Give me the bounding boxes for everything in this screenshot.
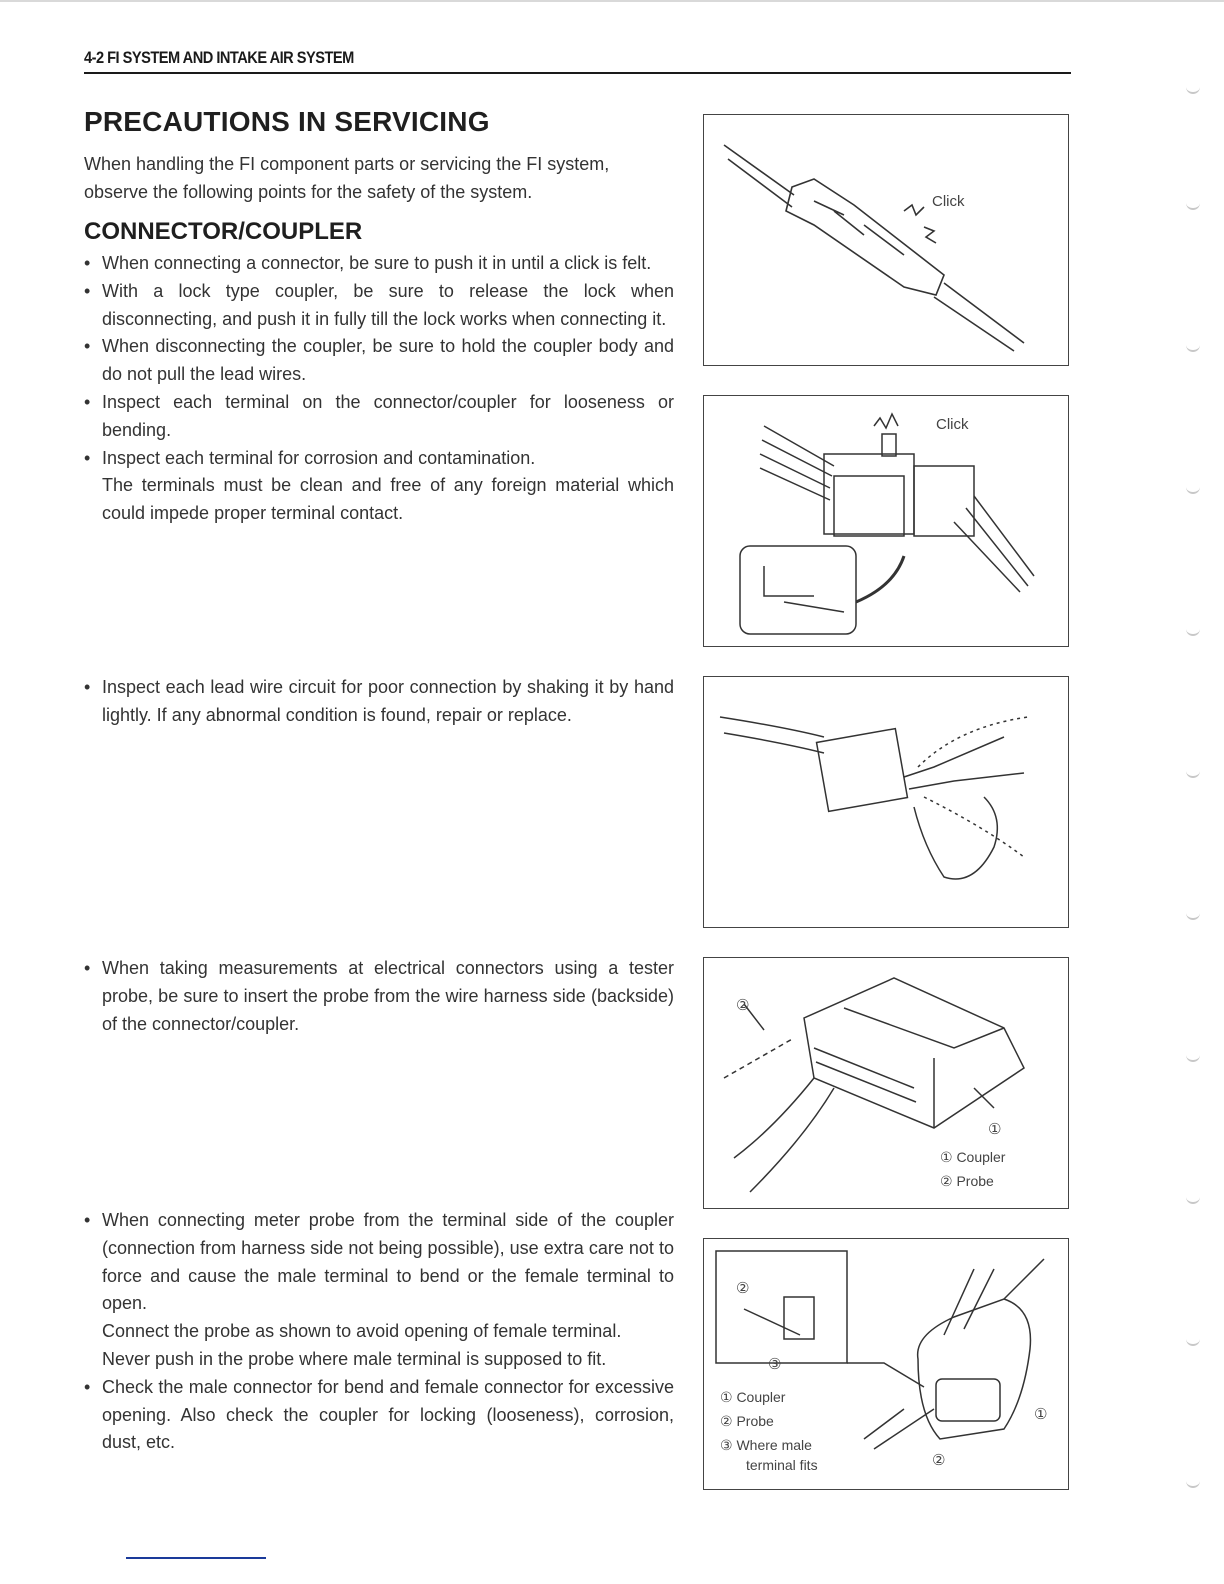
bullet-item: • When disconnecting the coupler, be sure to hold the coupler body and do not pull the lead wires. — [84, 336, 674, 385]
header-rule — [84, 72, 1071, 74]
binding-mark — [1186, 84, 1200, 94]
shake-wire-illustration — [704, 677, 1070, 929]
legend-probe: ② Probe — [940, 1173, 994, 1189]
bullet-extra: Connect the probe as shown to avoid opening of female terminal. — [102, 1321, 622, 1342]
callout-probe: ② — [932, 1452, 946, 1469]
figure-legend — [940, 1145, 1005, 1193]
page-title: PRECAUTIONS IN SERVICING — [84, 106, 490, 137]
footer-rule — [126, 1557, 266, 1559]
section-subtitle: CONNECTOR/COUPLER — [84, 218, 363, 245]
figure-legend — [720, 1385, 818, 1473]
connector-illustration — [704, 115, 1070, 367]
binding-mark — [1186, 342, 1200, 352]
bullet-block-connector — [84, 250, 674, 528]
callout-coupler: ① — [988, 1121, 1002, 1138]
legend-coupler: ① Coupler — [720, 1389, 786, 1405]
bullet-extra: The terminals must be clean and free of any foreign material which could impede proper terminal contact. — [102, 475, 674, 524]
binding-mark — [1186, 200, 1200, 210]
click-label: Click — [936, 416, 969, 433]
inset-callout-probe: ② — [736, 1280, 750, 1297]
inset-callout-male-terminal: ③ — [768, 1356, 782, 1373]
figure-shake-wire — [703, 676, 1069, 928]
legend-probe: ② Probe — [720, 1413, 774, 1429]
legend-male-terminal: ③ Where male — [720, 1437, 812, 1453]
bullet-block-tester — [84, 955, 674, 1038]
binding-mark — [1186, 626, 1200, 636]
lock-coupler-illustration — [704, 396, 1070, 648]
bullet-block-lead-wire — [84, 674, 674, 730]
bullet-item: • With a lock type coupler, be sure to release the lock when disconnecting, and push it in fully till the lock works when connecting it. — [84, 280, 674, 329]
binding-mark — [1186, 1478, 1200, 1488]
bullet-item: • When connecting meter probe from the terminal side of the coupler (connection from harness side not being possible), use extra care not to force and cause the male terminal to bend or the female terminal to open. Connect the probe as shown to avoid opening of female terminal. Never push in the probe where male terminal is supposed to fit. — [84, 1207, 674, 1374]
bullet-item: • When taking measurements at electrical connectors using a tester probe, be sure to insert the probe from the wire harness side (backside) of the connector/coupler. — [84, 958, 674, 1034]
section-header: 4-2 FI SYSTEM AND INTAKE AIR SYSTEM — [84, 48, 354, 67]
probe-backside-illustration — [704, 958, 1070, 1210]
bullet-item: • Inspect each terminal on the connector/coupler for looseness or bending. — [84, 391, 674, 440]
intro-paragraph: When handling the FI component parts or servicing the FI system, observe the following points for the safety of the system. — [84, 154, 610, 202]
bullet-extra: Never push in the probe where male terminal is supposed to fit. — [102, 1348, 607, 1369]
top-edge-rule — [0, 0, 1224, 2]
bullet-item: • Inspect each lead wire circuit for poor connection by shaking it by hand lightly. If any abnormal condition is found, repair or replace. — [84, 677, 674, 725]
bullet-item: • When connecting a connector, be sure to push it in until a click is felt. — [84, 253, 652, 273]
callout-probe: ② — [736, 997, 750, 1014]
bullet-item: • Inspect each terminal for corrosion and contamination. The terminals must be clean and free of any foreign material which could impede proper terminal contact. — [84, 445, 674, 528]
binding-mark — [1186, 768, 1200, 778]
figure-lock-coupler — [703, 395, 1069, 647]
bullet-item: • Check the male connector for bend and female connector for excessive opening. Also check the coupler for locking (looseness), corrosion, dust, etc. — [84, 1376, 674, 1453]
binding-mark — [1186, 484, 1200, 494]
bullet-block-meter-probe — [84, 1207, 674, 1457]
binding-mark — [1186, 1336, 1200, 1346]
figure-probe-terminal — [703, 1238, 1069, 1490]
callout-coupler: ① — [1034, 1406, 1048, 1423]
legend-male-terminal-cont: terminal fits — [746, 1457, 818, 1473]
figure-connector-click — [703, 114, 1069, 366]
legend-coupler: ① Coupler — [940, 1149, 1006, 1165]
click-label: Click — [932, 193, 965, 210]
figure-probe-backside — [703, 957, 1069, 1209]
binding-mark — [1186, 910, 1200, 920]
binding-mark — [1186, 1194, 1200, 1204]
binding-mark — [1186, 1052, 1200, 1062]
